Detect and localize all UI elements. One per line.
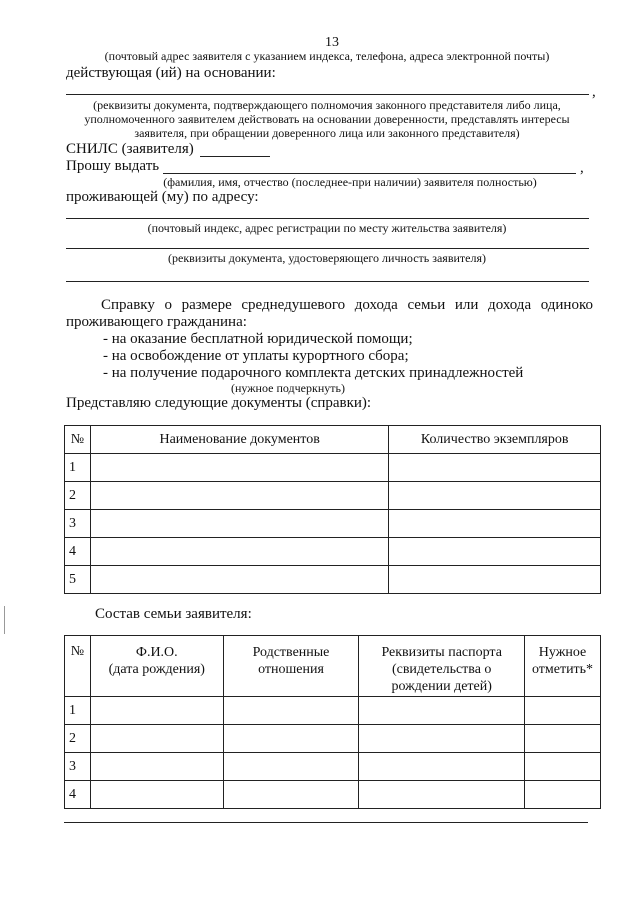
family-header-fio: Ф.И.О. (дата рождения): [90, 636, 223, 697]
extra-field-line[interactable]: [66, 281, 589, 282]
footnote-separator-line: [64, 822, 588, 823]
docs-cell-name[interactable]: [90, 454, 388, 482]
family-header-passport: Реквизиты паспорта (свидетельства о рождении детей): [359, 636, 525, 697]
family-table: [64, 635, 601, 809]
hint-underline: (нужное подчеркнуть): [231, 381, 345, 395]
table-row: [65, 753, 601, 781]
comma-1: ,: [592, 84, 596, 100]
family-row-number: 1: [65, 697, 91, 725]
fio-field-line[interactable]: [163, 173, 576, 174]
family-cell-relation[interactable]: [223, 753, 359, 781]
table-row: [65, 510, 601, 538]
docs-row-number: 4: [65, 538, 91, 566]
family-cell-passport[interactable]: [359, 697, 525, 725]
docs-cell-name[interactable]: [90, 538, 388, 566]
docs-cell-count[interactable]: [389, 510, 601, 538]
hint-reg-address: (почтовый индекс, адрес регистрации по месту жительства заявителя): [147, 221, 507, 235]
docs-cell-count[interactable]: [389, 454, 601, 482]
family-cell-passport[interactable]: [359, 753, 525, 781]
family-cell-relation[interactable]: [223, 725, 359, 753]
scan-edge-mark: [4, 606, 5, 634]
acting-basis-label: действующая (ий) на основании:: [66, 65, 276, 81]
family-cell-relation[interactable]: [223, 781, 359, 809]
docs-cell-name[interactable]: [90, 482, 388, 510]
table-row: [65, 538, 601, 566]
address-field-line[interactable]: [66, 218, 589, 219]
hint-fio: (фамилия, имя, отчество (последнее-при наличии) заявителя полностью): [163, 175, 537, 189]
table-row: [65, 725, 601, 753]
table-row: [65, 781, 601, 809]
docs-header-name: Наименование документов: [90, 426, 388, 454]
family-cell-fio[interactable]: [90, 753, 223, 781]
family-row-number: 3: [65, 753, 91, 781]
certificate-para-line-1: Справку о размере среднедушевого дохода семьи или дохода одиноко: [101, 297, 593, 313]
purpose-legal-aid: - на оказание бесплатной юридической помощи;: [103, 331, 413, 347]
comma-2: ,: [580, 160, 584, 176]
family-cell-mark[interactable]: [525, 697, 601, 725]
table-row: [65, 482, 601, 510]
purpose-gift-set: - на получение подарочного комплекта детских принадлежностей: [103, 365, 524, 381]
docs-row-number: 3: [65, 510, 91, 538]
family-label: Состав семьи заявителя:: [95, 606, 252, 622]
docs-cell-count[interactable]: [389, 566, 601, 594]
hint-rep-docs-2: уполномоченного заявителем действовать на основании доверенности, представлять интересы: [84, 112, 570, 126]
hint-rep-docs-1: (реквизиты документа, подтверждающего полномочия законного представителя либо лица,: [93, 98, 561, 112]
hint-address: (почтовый адрес заявителя с указанием индекса, телефона, адреса электронной почты): [104, 49, 550, 63]
hint-rep-docs-3: заявителя, при обращении доверенного лица или законного представителя): [134, 126, 520, 140]
page-number: 13: [325, 35, 339, 50]
family-cell-passport[interactable]: [359, 781, 525, 809]
family-cell-mark[interactable]: [525, 781, 601, 809]
residing-label: проживающей (му) по адресу:: [66, 189, 259, 205]
docs-cell-name[interactable]: [90, 566, 388, 594]
family-header-mark: Нужное отметить*: [525, 636, 601, 697]
docs-row-number: 2: [65, 482, 91, 510]
request-label: Прошу выдать: [66, 158, 160, 174]
docs-header-number: №: [65, 426, 91, 454]
family-cell-fio[interactable]: [90, 725, 223, 753]
table-row: [65, 697, 601, 725]
docs-row-number: 5: [65, 566, 91, 594]
basis-field-line[interactable]: [66, 94, 589, 95]
family-header-relation: Родственные отношения: [223, 636, 359, 697]
snils-label: СНИЛС (заявителя): [66, 141, 194, 157]
table-row: [65, 566, 601, 594]
family-cell-mark[interactable]: [525, 753, 601, 781]
family-cell-mark[interactable]: [525, 725, 601, 753]
id-doc-field-line[interactable]: [66, 248, 589, 249]
documents-table: [64, 425, 601, 594]
snils-field-line[interactable]: [200, 156, 270, 157]
docs-cell-count[interactable]: [389, 482, 601, 510]
docs-row-number: 1: [65, 454, 91, 482]
family-cell-passport[interactable]: [359, 725, 525, 753]
family-cell-fio[interactable]: [90, 697, 223, 725]
family-row-number: 4: [65, 781, 91, 809]
certificate-para-line-2: проживающего гражданина:: [66, 314, 247, 330]
docs-cell-count[interactable]: [389, 538, 601, 566]
docs-cell-name[interactable]: [90, 510, 388, 538]
documents-intro: Представляю следующие документы (справки):: [66, 395, 372, 411]
family-cell-relation[interactable]: [223, 697, 359, 725]
docs-header-count: Количество экземпляров: [389, 426, 601, 454]
table-row: [65, 454, 601, 482]
family-row-number: 2: [65, 725, 91, 753]
hint-id-doc: (реквизиты документа, удостоверяющего личность заявителя): [168, 251, 486, 265]
family-header-number: №: [65, 636, 91, 697]
family-cell-fio[interactable]: [90, 781, 223, 809]
purpose-resort-fee: - на освобождение от уплаты курортного сбора;: [103, 348, 409, 364]
